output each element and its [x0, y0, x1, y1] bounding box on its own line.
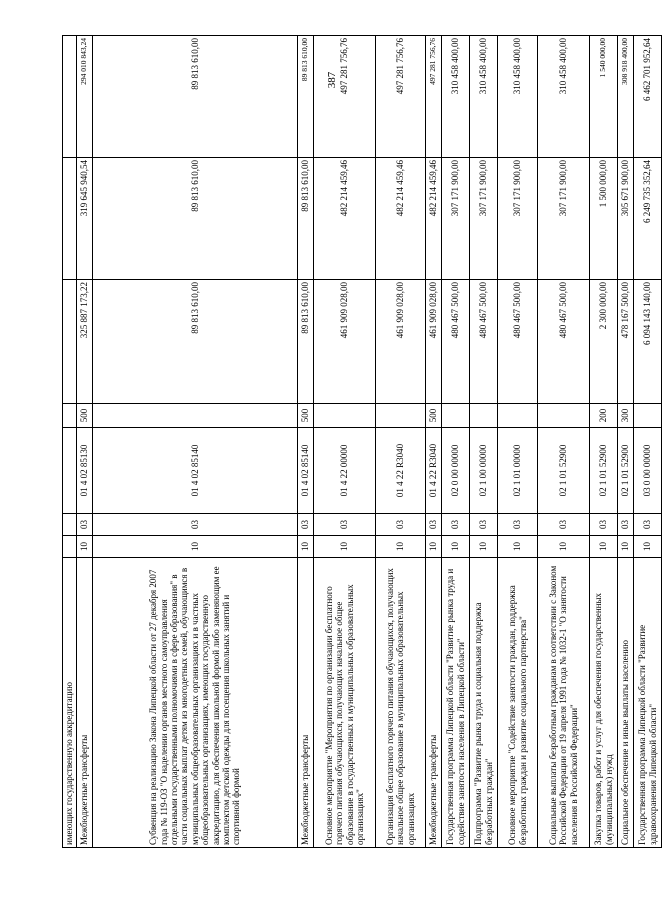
cell-ved: 10	[590, 536, 618, 558]
cell-ved: 10	[470, 536, 498, 558]
cell-amount-year-1	[63, 280, 77, 404]
budget-table	[62, 35, 662, 848]
cell-ved: 10	[314, 536, 376, 558]
cell-expense-type: 200	[590, 404, 618, 428]
table-row	[498, 36, 538, 848]
table-row	[590, 36, 618, 848]
page-number: 387	[326, 71, 338, 89]
cell-amount-year-2: 89 813 610,00	[298, 158, 314, 280]
cell-amount-year-1: 2 300 000,00	[590, 280, 618, 404]
cell-ved: 10	[426, 536, 442, 558]
cell-amount-year-2: 482 214 459,46	[314, 158, 376, 280]
cell-amount-year-2: 6 249 735 352,64	[634, 158, 662, 280]
cell-amount-year-2: 482 214 459,46	[376, 158, 426, 280]
cell-expense-type: 300	[618, 404, 634, 428]
cell-section: 03	[470, 514, 498, 536]
cell-amount-year-2: 319 645 940,54	[77, 158, 93, 280]
cell-ved: 10	[634, 536, 662, 558]
cell-expense-type	[442, 404, 470, 428]
cell-amount-year-3: 310 458 400,00	[498, 36, 538, 158]
cell-amount-year-2: 307 171 900,00	[538, 158, 590, 280]
cell-amount-year-1: 89 813 610,00	[93, 280, 298, 404]
cell-amount-year-3: 310 458 400,00	[538, 36, 590, 158]
cell-target-article: 02 1 01 52900	[618, 428, 634, 514]
cell-amount-year-3: 310 458 400,00	[470, 36, 498, 158]
cell-name: имеющих государственную аккредитацию	[63, 558, 77, 848]
cell-amount-year-1: 461 909 028,00	[314, 280, 376, 404]
cell-amount-year-2: 1 500 000,00	[590, 158, 618, 280]
cell-target-article: 02 1 01 52900	[590, 428, 618, 514]
cell-expense-type	[538, 404, 590, 428]
table-row	[538, 36, 590, 848]
cell-amount-year-1: 325 887 173,22	[77, 280, 93, 404]
cell-amount-year-3: 497 281 756,76	[426, 36, 442, 158]
cell-name: Межбюджетные трансферты	[77, 558, 93, 848]
cell-expense-type	[498, 404, 538, 428]
cell-name: Социальные выплаты безработным гражданам в соответствии с Законом Российской Федерации от 19 апреля 1991 года № 1032-1 "О занятости населения в Российской Федерации"	[538, 558, 590, 848]
cell-target-article: 02 1 01 00000	[498, 428, 538, 514]
cell-section	[63, 514, 77, 536]
cell-name: Межбюджетные трансферты	[298, 558, 314, 848]
cell-target-article: 01 4 22 R3040	[376, 428, 426, 514]
table-row	[470, 36, 498, 848]
cell-target-article: 03 0 00 00000	[634, 428, 662, 514]
cell-amount-year-1: 478 167 500,00	[618, 280, 634, 404]
cell-name: Социальное обеспечение и иные выплаты населению	[618, 558, 634, 848]
cell-expense-type	[314, 404, 376, 428]
cell-name: Государственная программа Липецкой области "Развитие здравоохранения Липецкой области"	[634, 558, 662, 848]
table-row	[376, 36, 426, 848]
cell-amount-year-1: 461 909 028,00	[426, 280, 442, 404]
cell-section: 03	[618, 514, 634, 536]
cell-section: 03	[376, 514, 426, 536]
cell-expense-type	[93, 404, 298, 428]
cell-amount-year-1: 480 467 500,00	[538, 280, 590, 404]
cell-expense-type: 500	[426, 404, 442, 428]
cell-ved: 10	[77, 536, 93, 558]
cell-name: Организация бесплатного горячего питания обучающихся, получающих начальное общее образование в муниципальных образовательных организациях	[376, 558, 426, 848]
table-row	[298, 36, 314, 848]
cell-name: Государственная программа Липецкой области "Развитие рынка труда и содействие занятости населения в Липецкой области"	[442, 558, 470, 848]
cell-section: 03	[426, 514, 442, 536]
table-row	[314, 36, 376, 848]
rotated-table-container	[62, 36, 658, 848]
cell-target-article: 01 4 22 00000	[314, 428, 376, 514]
cell-amount-year-2: 307 171 900,00	[498, 158, 538, 280]
cell-amount-year-1: 480 467 500,00	[470, 280, 498, 404]
cell-name: Основное мероприятие "Мероприятия по организации бесплатного горячего питания обучающихся, получающих начальное общее образование в государственных и муниципальных образовательных организациях"	[314, 558, 376, 848]
cell-expense-type	[634, 404, 662, 428]
cell-section: 03	[314, 514, 376, 536]
cell-section: 03	[590, 514, 618, 536]
cell-section: 03	[498, 514, 538, 536]
cell-amount-year-2: 307 171 900,00	[442, 158, 470, 280]
cell-ved: 10	[618, 536, 634, 558]
cell-name: Межбюджетные трансферты	[426, 558, 442, 848]
cell-amount-year-3: 294 010 843,24	[77, 36, 93, 158]
cell-target-article: 01 4 22 R3040	[426, 428, 442, 514]
cell-amount-year-1: 480 467 500,00	[498, 280, 538, 404]
cell-amount-year-3: 308 918 400,00	[618, 36, 634, 158]
cell-amount-year-2: 482 214 459,46	[426, 158, 442, 280]
table-row	[618, 36, 634, 848]
cell-ved: 10	[298, 536, 314, 558]
cell-amount-year-3: 89 813 610,00	[298, 36, 314, 158]
cell-ved: 10	[93, 536, 298, 558]
cell-expense-type	[63, 404, 77, 428]
cell-amount-year-1: 461 909 028,00	[376, 280, 426, 404]
cell-section: 03	[634, 514, 662, 536]
cell-section: 03	[298, 514, 314, 536]
cell-ved: 10	[498, 536, 538, 558]
cell-amount-year-1: 480 467 500,00	[442, 280, 470, 404]
cell-target-article: 02 1 00 00000	[470, 428, 498, 514]
table-row	[634, 36, 662, 848]
cell-ved: 10	[538, 536, 590, 558]
cell-ved	[63, 536, 77, 558]
cell-target-article: 01 4 02 85130	[77, 428, 93, 514]
cell-amount-year-3: 497 281 756,76	[314, 36, 376, 158]
cell-target-article: 01 4 02 85140	[298, 428, 314, 514]
cell-expense-type: 500	[77, 404, 93, 428]
cell-name: Основное мероприятие "Содействие занятости граждан, поддержка безработных граждан и развитие социального партнерства"	[498, 558, 538, 848]
cell-target-article: 02 1 01 52900	[538, 428, 590, 514]
cell-amount-year-1: 6 094 143 140,00	[634, 280, 662, 404]
table-body	[63, 36, 662, 848]
cell-expense-type	[470, 404, 498, 428]
cell-amount-year-2: 89 813 610,00	[93, 158, 298, 280]
cell-amount-year-3: 6 462 701 952,64	[634, 36, 662, 158]
cell-target-article	[63, 428, 77, 514]
table-row	[442, 36, 470, 848]
cell-ved: 10	[376, 536, 426, 558]
cell-target-article: 01 4 02 85140	[93, 428, 298, 514]
cell-expense-type	[376, 404, 426, 428]
cell-amount-year-1: 89 813 610,00	[298, 280, 314, 404]
table-row	[63, 36, 77, 848]
cell-section: 03	[538, 514, 590, 536]
cell-name: Закупка товаров, работ и услуг для обеспечения государственных (муниципальных) нужд	[590, 558, 618, 848]
table-row	[77, 36, 93, 848]
cell-amount-year-2: 305 671 900,00	[618, 158, 634, 280]
cell-name: Подпрограмма "Развитие рынка труда и социальная поддержка безработных граждан"	[470, 558, 498, 848]
cell-expense-type: 500	[298, 404, 314, 428]
cell-amount-year-3: 497 281 756,76	[376, 36, 426, 158]
cell-ved: 10	[442, 536, 470, 558]
cell-amount-year-3	[63, 36, 77, 158]
cell-section: 03	[77, 514, 93, 536]
cell-amount-year-3: 89 813 610,00	[93, 36, 298, 158]
cell-section: 03	[93, 514, 298, 536]
cell-name: Субвенция на реализацию Закона Липецкой области от 27 декабря 2007 года № 119-ОЗ "О наделении органов местного самоуправления отдельными государственными полномочиями в сфере образования" в части социальных выплат детям из многодетных семей, обучающимся в муниципальных общеобразовательных организациях и в частных общеобразовательных организациях, имеющих государственную аккредитацию, для обеспечения школьной формой либо заменяющим ее комплектом детской одежды для посещения школьных занятий и спортивной формой	[93, 558, 298, 848]
table-row	[426, 36, 442, 848]
cell-section: 03	[442, 514, 470, 536]
table-row	[93, 36, 298, 848]
cell-amount-year-3: 1 540 000,00	[590, 36, 618, 158]
cell-amount-year-2	[63, 158, 77, 280]
cell-amount-year-2: 307 171 900,00	[470, 158, 498, 280]
cell-amount-year-3: 310 458 400,00	[442, 36, 470, 158]
cell-target-article: 02 0 00 00000	[442, 428, 470, 514]
